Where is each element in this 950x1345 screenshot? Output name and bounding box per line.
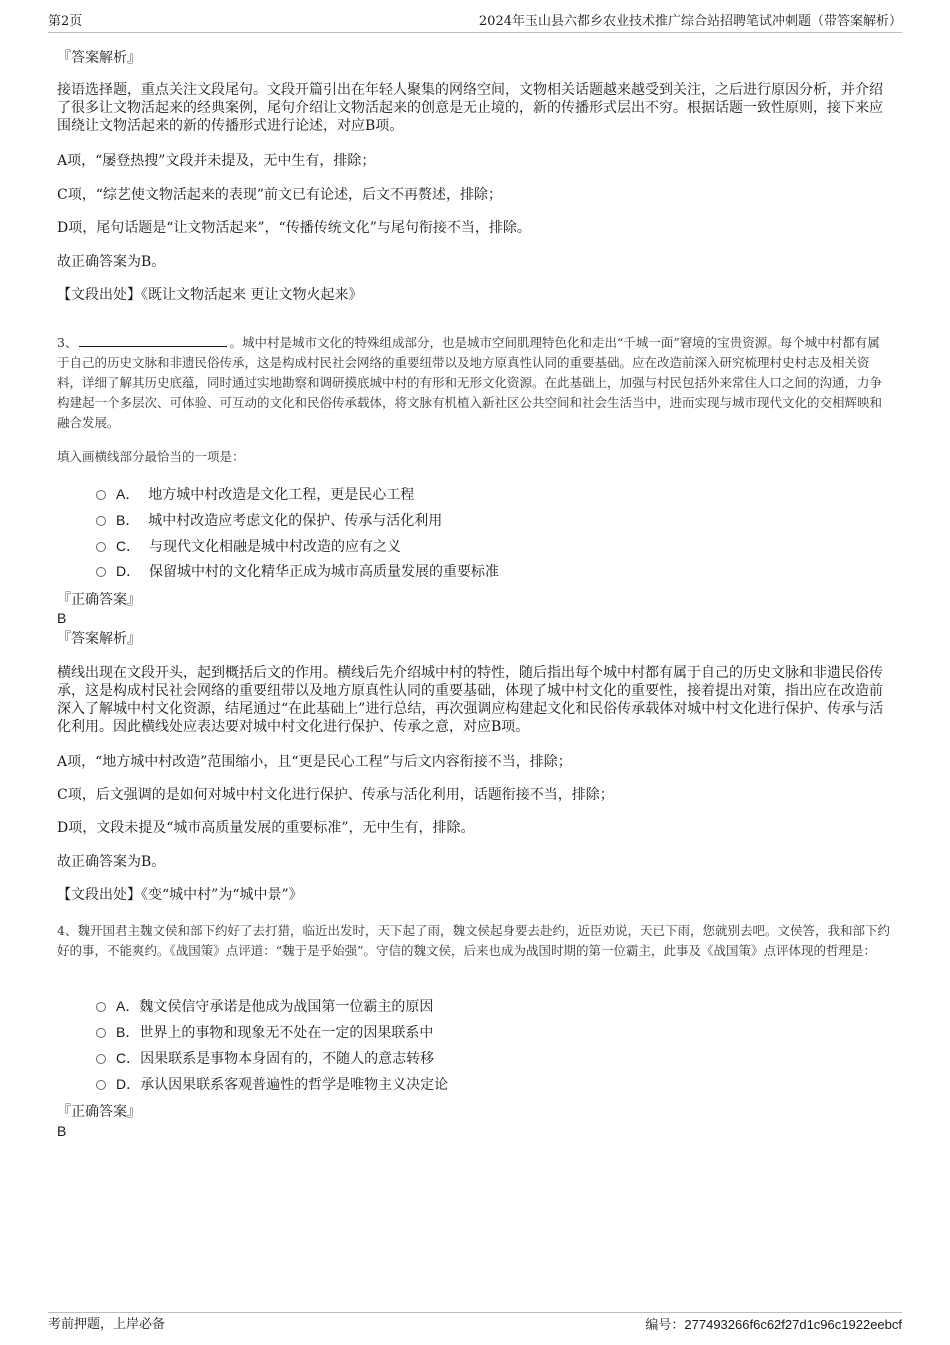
q3-analysis: 横线出现在文段开头，起到概括后文的作用。横线后先介绍城中村的特性，随后指出每个城中村都有属于自己的历史文脉和非遗民俗传承，这是构成村民社会网络的重要纽带以及地方原真性认同的重要基础，体现了城中村文化的重要性，接着提出对策，指出应在改造前深入了解城中村文化资源，结尾通过“在此基础上”进行总结，再次强调应构建起文化和民俗传承载体对城中村文化进行保护、传承与活化利用。因此横线处应表达要对城中村文化进行保护、传承之意，对应B项。 [57, 665, 884, 735]
radio-icon[interactable] [96, 516, 106, 526]
q3-conclusion: 故正确答案为B。 [57, 854, 166, 870]
footer-code: 编号：277493266f6c62f27d1c96c1922eebcf [645, 1317, 902, 1333]
q3-note-a: A项，“地方城中村改造”范围缩小，且“更是民心工程”与后文内容衔接不当，排除； [57, 754, 572, 770]
q3-answer-label: 『正确答案』 [57, 592, 141, 608]
q3-prompt: 填入画横线部分最恰当的一项是： [57, 449, 245, 464]
q2-analysis: 接语选择题，重点关注文段尾句。文段开篇引出在年轻人聚集的网络空间，文物相关话题越来越受到关注，之后进行原因分析，并介绍了很多让文物活起来的经典案例，尾句介绍让文物活起来的创意是无止境的，新的传播形式层出不穷。根据话题一致性原则，接下来应围绕让文物活起来的新的传播形式进行论述，对应B项。 [57, 82, 883, 134]
radio-icon[interactable] [96, 567, 106, 577]
radio-icon[interactable] [96, 1054, 106, 1064]
q4-answer-label: 『正确答案』 [57, 1104, 141, 1120]
q3-option-c[interactable]: C． 与现代文化相融是城中村改造的应有之义 [96, 537, 401, 556]
q3-note-c: C项，后文强调的是如何对城中村文化进行保护、传承与活化利用，话题衔接不当，排除； [57, 787, 614, 803]
q3-blank [79, 334, 227, 347]
q3-analysis-label: 『答案解析』 [57, 631, 141, 647]
q2-note-c: C项，“综艺使文物活起来的表现”前文已有论述，后文不再赘述，排除； [57, 187, 503, 203]
q4-answer: B [57, 1123, 67, 1139]
q2-note-a: A项，“屡登热搜”文段并未提及，无中生有，排除； [57, 153, 376, 169]
q3-option-d[interactable]: D． 保留城中村的文化精华正成为城市高质量发展的重要标准 [96, 562, 499, 581]
q4-stem: 4、魏开国君主魏文侯和部下约好了去打猎，临近出发时，天下起了雨，魏文侯起身要去赴约，近臣劝说，天已下雨，您就别去吧。文侯答，我和部下约好的事，不能爽约。《战国策》点评道：“魏于是乎始强”。守信的魏文侯，后来也成为战国时期的第一位霸主，此事及《战国策》点评体现的哲理是： [57, 923, 890, 958]
document-title: 2024年玉山县六都乡农业技术推广综合站招聘笔试冲刺题（带答案解析） [478, 14, 902, 29]
radio-icon[interactable] [96, 490, 106, 500]
q3-passage: 。城中村是城市文化的特殊组成部分，也是城市空间肌理特色化和走出“千城一面”窘境的宝贵资源。每个城中村都有属于自己的历史文脉和非遗民俗传承，这是构成村民社会网络的重要纽带以及地方原真性认同的重要基础。应在改造前深入研究梳理村史村志及相关资料，详细了解其历史底蕴，同时通过实地勘察和调研摸底城中村的有形和无形文化资源。在此基础上，加强与村民包括外来常住人口之间的沟通，力争构建起一个多层次、可体验、可互动的文化和民俗传承载体，将文脉有机植入新社区公共空间和社会生活当中，进而实现与城市现代文化的交相辉映和融合发展。 [57, 335, 883, 430]
page-footer [48, 1312, 902, 1335]
q4-option-c[interactable]: C．因果联系是事物本身固有的，不随人的意志转移 [96, 1049, 434, 1068]
page-number: 第2页 [48, 14, 83, 29]
q3-answer: B [57, 610, 67, 626]
radio-icon[interactable] [96, 1028, 106, 1038]
radio-icon[interactable] [96, 1080, 106, 1090]
q3-stem [57, 333, 892, 433]
q3-source: 【文段出处】《变“城中村”为“城中景”》 [57, 887, 303, 903]
page-header [48, 14, 902, 33]
radio-icon[interactable] [96, 542, 106, 552]
q2-source: 【文段出处】《既让文物活起来 更让文物火起来》 [57, 287, 363, 303]
q4-option-d[interactable]: D．承认因果联系客观普遍性的哲学是唯物主义决定论 [96, 1075, 448, 1094]
q3-option-b[interactable]: B． 城中村改造应考虑文化的保护、传承与活化利用 [96, 511, 442, 530]
q3-number: 3、 [57, 335, 78, 350]
q4-option-b[interactable]: B．世界上的事物和现象无不处在一定的因果联系中 [96, 1023, 433, 1042]
footer-slogan: 考前押题，上岸必备 [48, 1317, 166, 1332]
radio-icon[interactable] [96, 1002, 106, 1012]
q3-note-d: D项，文段未提及“城市高质量发展的重要标准”，无中生有，排除。 [57, 820, 475, 836]
q2-note-d: D项，尾句话题是“让文物活起来”，“传播传统文化”与尾句衔接不当，排除。 [57, 220, 531, 236]
q2-analysis-label: 『答案解析』 [57, 50, 141, 66]
q4-option-a[interactable]: A．魏文侯信守承诺是他成为战国第一位霸主的原因 [96, 997, 433, 1016]
q2-conclusion: 故正确答案为B。 [57, 254, 166, 270]
q3-option-a[interactable]: A． 地方城中村改造是文化工程，更是民心工程 [96, 485, 414, 504]
